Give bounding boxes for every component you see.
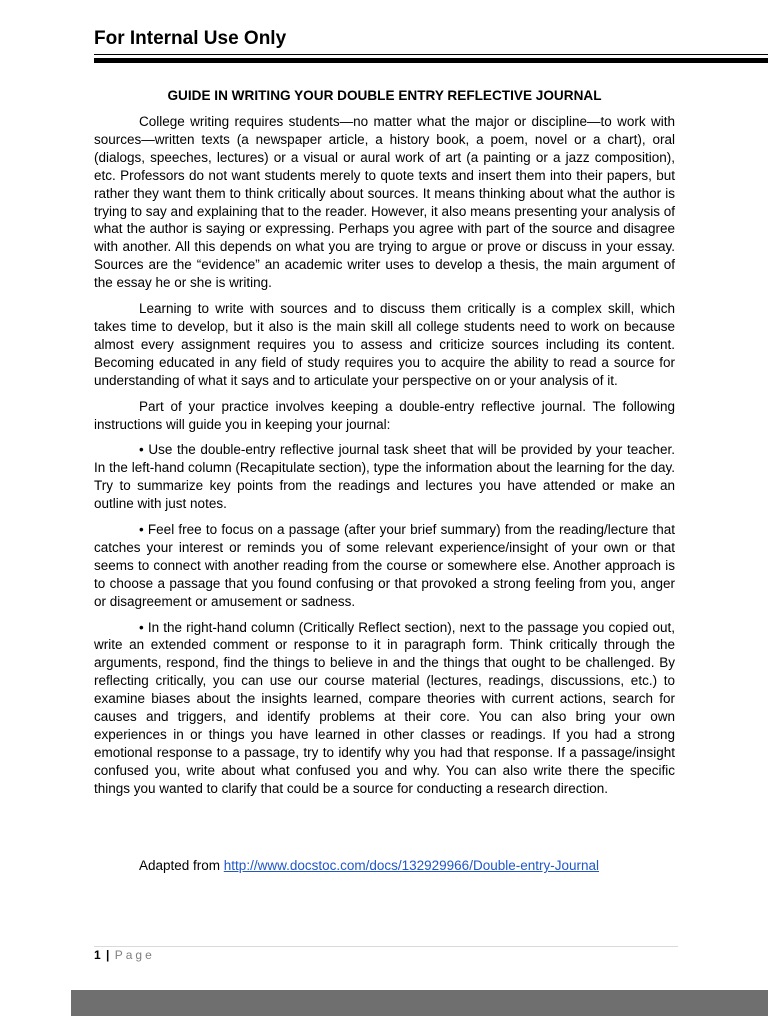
instruction-left-column: • Use the double-entry reflective journal task sheet that will be provided by your teacher. In the left-hand column (Recapitulate section), type the information about the learning for the day. Try to summarize key points from the readings and lectures you have attended or make an outline with just notes. [94, 442, 675, 512]
footer-rule [94, 946, 678, 947]
document-body [94, 87, 675, 806]
paragraph-intro: College writing requires students—no matter what the major or discipline—to work with sources—written texts (a newspaper article, a history book, a poem, novel or a chart), oral (dialogs, speeches, lectures) or a visual or aural work of art (a painting or a jazz composition), etc. Professors do not want students merely to quote texts and insert them into their papers, but rather they want them to think critically about sources. It means thinking about what the author is trying to say and explaining that to the reader. However, it also means presenting your analysis of what the author is saying or expressing. Perhaps you agree with part of the source and disagree with another. All this depends on what you are trying to argue or prove or discuss in your essay. Sources are the “evidence” an academic writer uses to develop a thesis, the main argument of the essay he or she is writing. [94, 114, 675, 291]
header-rule-thin [94, 54, 768, 55]
footer-band [71, 990, 768, 1016]
adapted-from-label: Adapted from [139, 858, 224, 873]
page-number: 1 [94, 948, 101, 962]
paragraph-sources: Learning to write with sources and to discuss them critically is a complex skill, which takes time to develop, but it also is the main skill all college students need to work on because almost every assignment requires you to assess and criticize sources including its content. Becoming educated in any field of study requires you to acquire the ability to read a source for understanding of what it says and to articulate your perspective on or your analysis of it. [94, 301, 675, 388]
footer-page-indicator [94, 948, 155, 962]
header-rule-thick [94, 58, 768, 63]
source-link[interactable]: http://www.docstoc.com/docs/132929966/Double-entry-Journal [223, 858, 600, 873]
header-title: For Internal Use Only [94, 28, 287, 49]
page-separator: | [106, 948, 110, 962]
document-title: GUIDE IN WRITING YOUR DOUBLE ENTRY REFLECTIVE JOURNAL [167, 88, 602, 103]
instruction-passage-focus: • Feel free to focus on a passage (after your brief summary) from the reading/lecture that catches your interest or reminds you of some relevant experience/insight of your own or that seems to connect with another reading from the course or somewhere else. Another approach is to choose a passage that you found confusing or that provoked a strong feeling from you, anger or disagreement or amusement or sadness. [94, 522, 675, 609]
paragraph-practice: Part of your practice involves keeping a double-entry reflective journal. The following instructions will guide you in keeping your journal: [94, 398, 675, 432]
instruction-right-column: • In the right-hand column (Critically Reflect section), next to the passage you copied out, write an extended comment or response to it in paragraph form. Think critically through the arguments, respond, find the things to believe in and the things that ought to be challenged. By reflecting critically, you can use our course material (lectures, readings, discussions, etc.) to examine biases about the insights learned, compare theories with current actions, search for causes and triggers, and identify problems at their core. You can also bring your own experiences in or things you have learned in other classes or readings. If you had a strong emotional response to a passage, try to identify why you had that response. If a passage/insight confused you, write about what confused you and why. You can also write there the specific things you wanted to clarify that could be a source for conducting a research direction. [94, 619, 675, 796]
adapted-from-line [139, 857, 599, 875]
page-label: Page [114, 948, 155, 962]
